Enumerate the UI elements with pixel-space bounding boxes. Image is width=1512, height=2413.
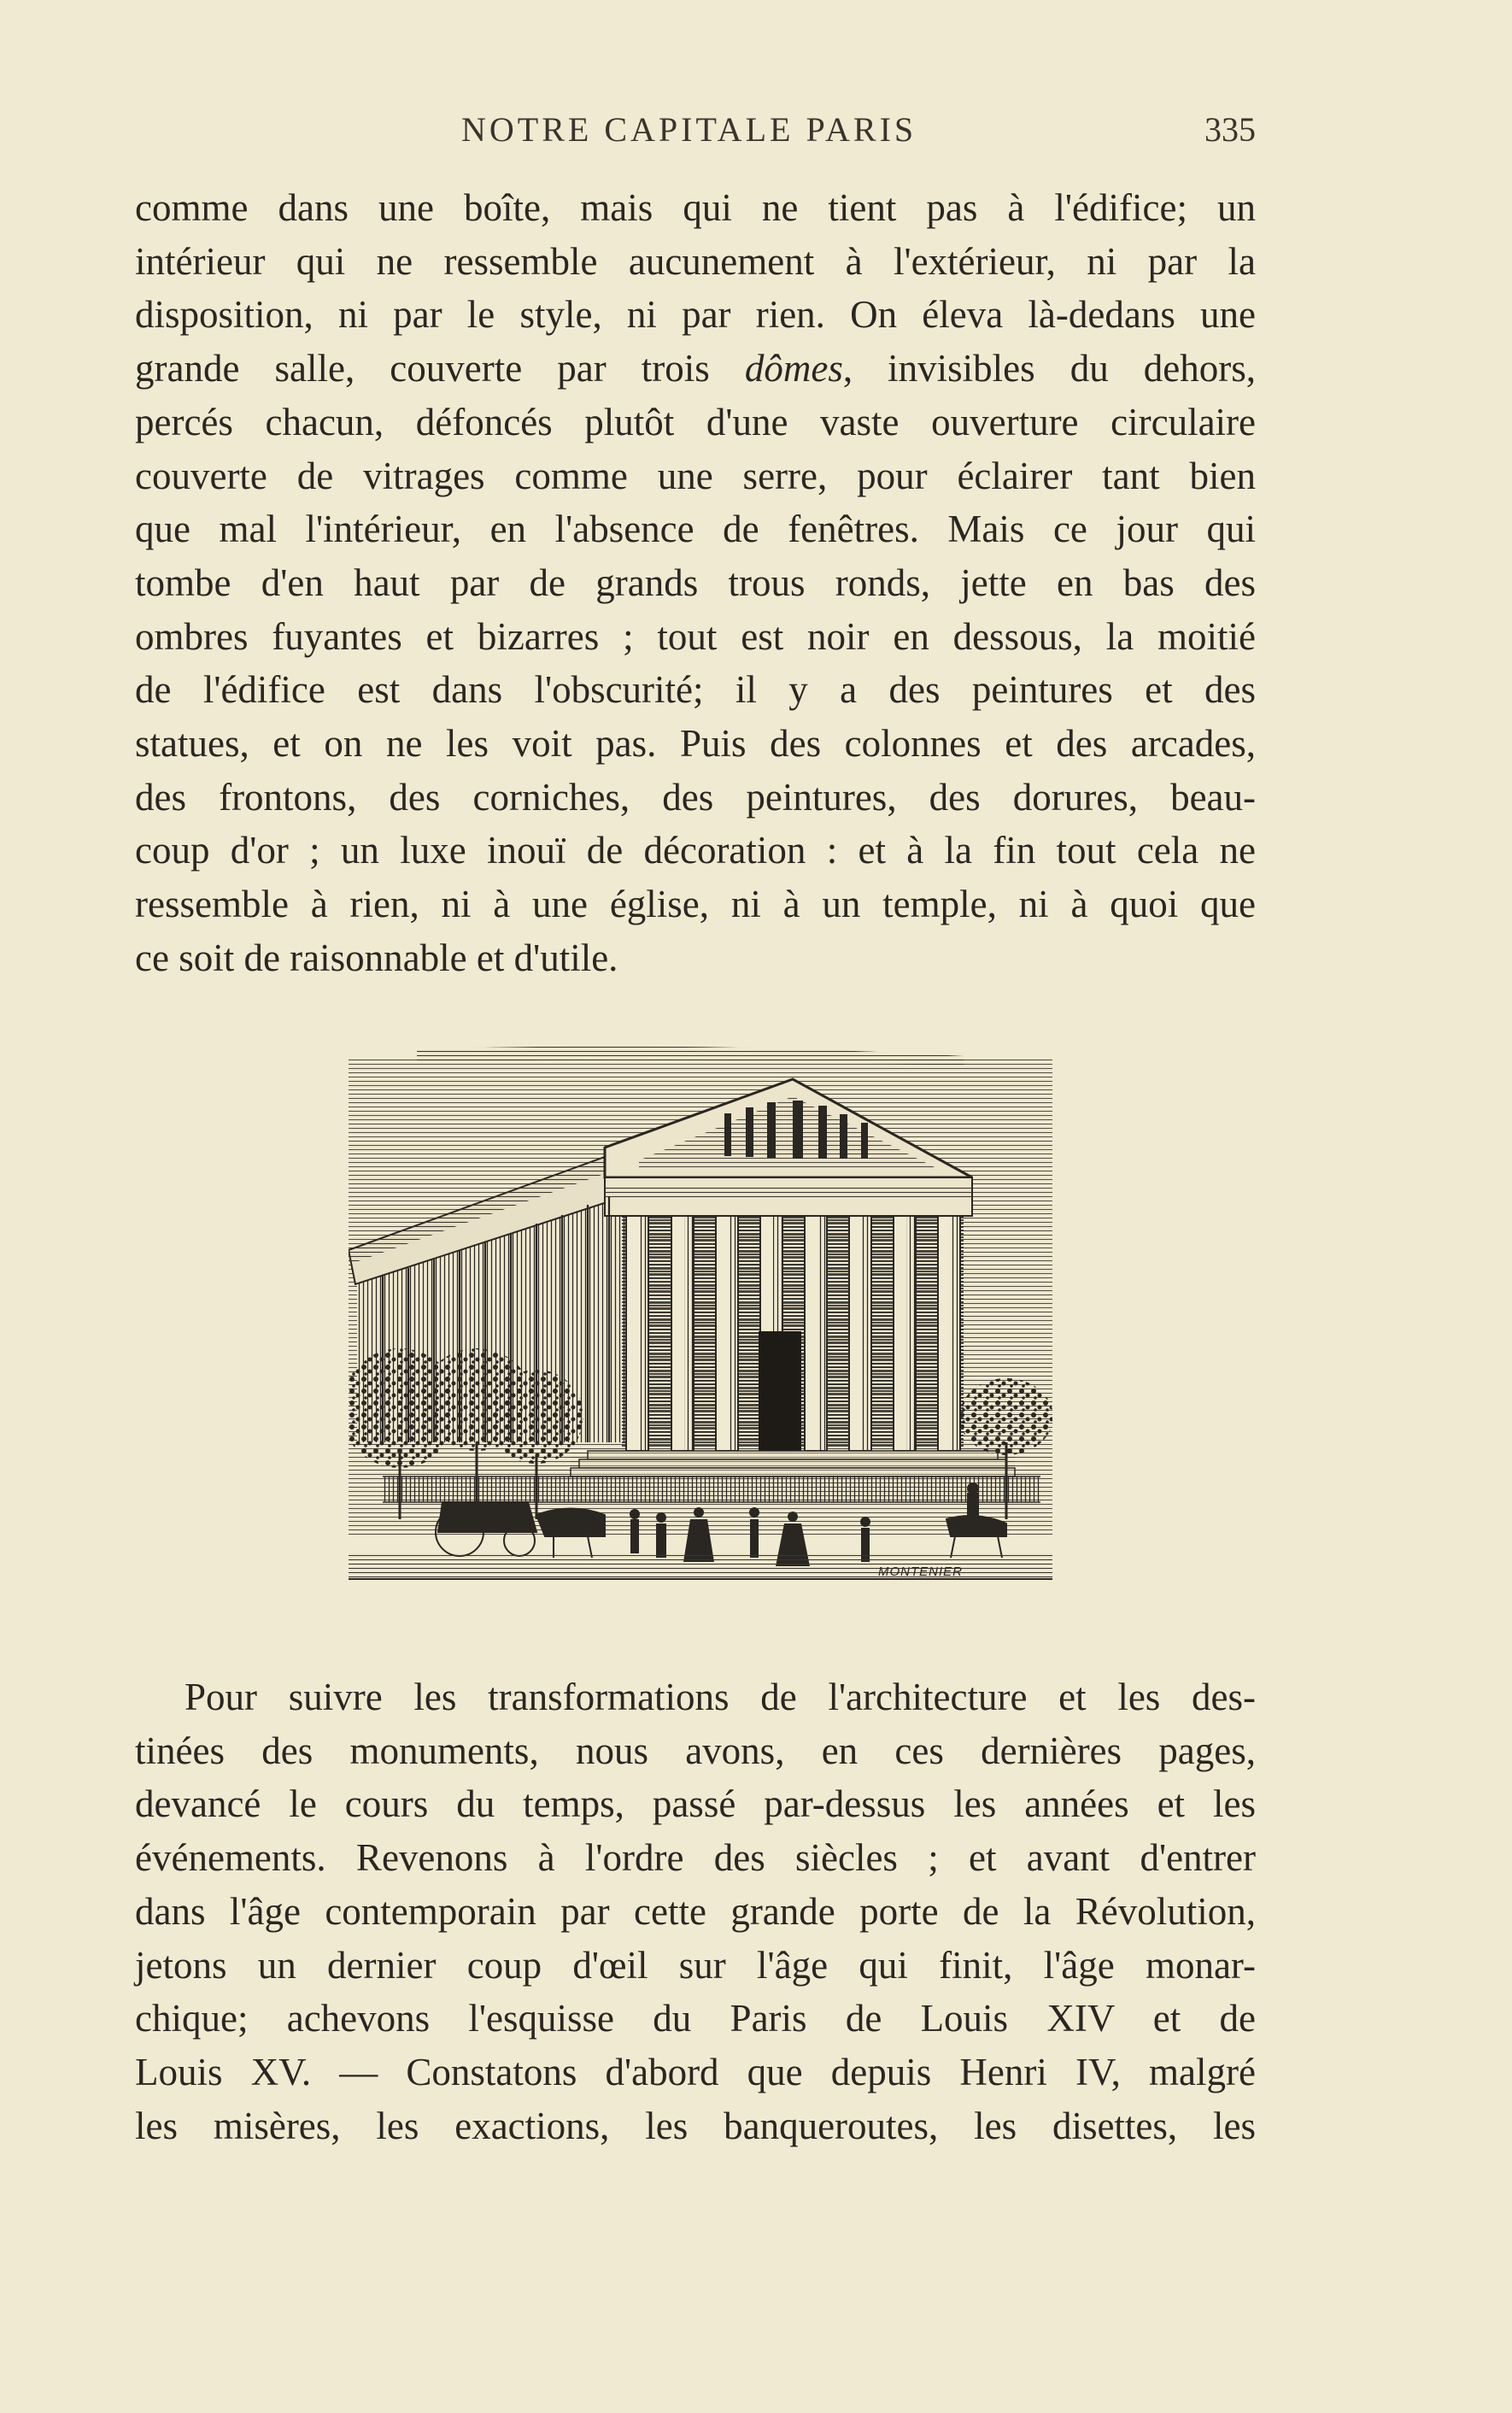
- engraver-signature: MONTENIER: [878, 1565, 963, 1579]
- text-line: coup d'or ; un luxe inouï de décoration : et à la fin tout cela ne: [135, 829, 1256, 872]
- text-line: intérieur qui ne ressemble aucunement à l'extérieur, ni par la: [135, 239, 1256, 283]
- paragraph-2: [135, 1670, 1256, 2152]
- engraving-madeleine: [349, 1041, 1052, 1592]
- text-line: jetons un dernier coup d'œil sur l'âge qui finit, l'âge monar-: [135, 1943, 1256, 1987]
- text-line: ombres fuyantes et bizarres ; tout est noir en dessous, la moitié: [135, 614, 1256, 658]
- page-header: [461, 109, 1256, 161]
- text-line: événements. Revenons à l'ordre des siècles ; et avant d'entrer: [135, 1836, 1256, 1880]
- text-line: disposition, ni par le style, ni par rien. On éleva là-dedans une: [135, 293, 1256, 337]
- running-title: NOTRE CAPITALE PARIS: [461, 110, 917, 149]
- text-line: tinées des monuments, nous avons, en ces dernières pages,: [135, 1729, 1256, 1772]
- text-line: statues, et on ne les voit pas. Puis des colonnes et des arcades,: [135, 722, 1256, 766]
- text-line: de l'édifice est dans l'obscurité; il y a des peintures et des: [135, 668, 1256, 712]
- text-line: ressemble à rien, ni à une église, ni à un temple, ni à quoi que: [135, 883, 1256, 926]
- text-line: dans l'âge contemporain par cette grande porte de la Révolution,: [135, 1889, 1256, 1933]
- text-line: tombe d'en haut par de grands trous ronds, jette en bas des: [135, 561, 1256, 604]
- paragraph-1: [135, 181, 1256, 985]
- text-line: chique; achevons l'esquisse du Paris de Louis XIV et de: [135, 1997, 1256, 2040]
- text-line: couverte de vitrages comme une serre, pour éclairer tant bien: [135, 454, 1256, 497]
- text-line: percés chacun, défoncés plutôt d'une vaste ouverture circulaire: [135, 400, 1256, 443]
- text-line: grande salle, couverte par trois dômes, invisibles du dehors,: [135, 347, 1256, 390]
- page-number: 335: [1204, 110, 1256, 149]
- text-line: devancé le cours du temps, passé par-dessus les années et les: [135, 1782, 1256, 1826]
- italic-word: dômes: [744, 347, 843, 390]
- text-line: des frontons, des corniches, des peintures, des dorures, beau-: [135, 775, 1256, 819]
- text-line: comme dans une boîte, mais qui ne tient pas à l'édifice; un: [135, 186, 1256, 229]
- text-line: Pour suivre les transformations de l'architecture et les des-: [185, 1676, 1256, 1718]
- text-line: les misères, les exactions, les banqueroutes, les disettes, les: [135, 2104, 1256, 2147]
- engraving-illustration: [349, 1041, 1052, 1592]
- text-line: que mal l'intérieur, en l'absence de fenêtres. Mais ce jour qui: [135, 508, 1256, 551]
- text-line: ce soit de raisonnable et d'utile.: [135, 936, 618, 979]
- text-line: Louis XV. — Constatons d'abord que depuis Henri IV, malgré: [135, 2050, 1256, 2093]
